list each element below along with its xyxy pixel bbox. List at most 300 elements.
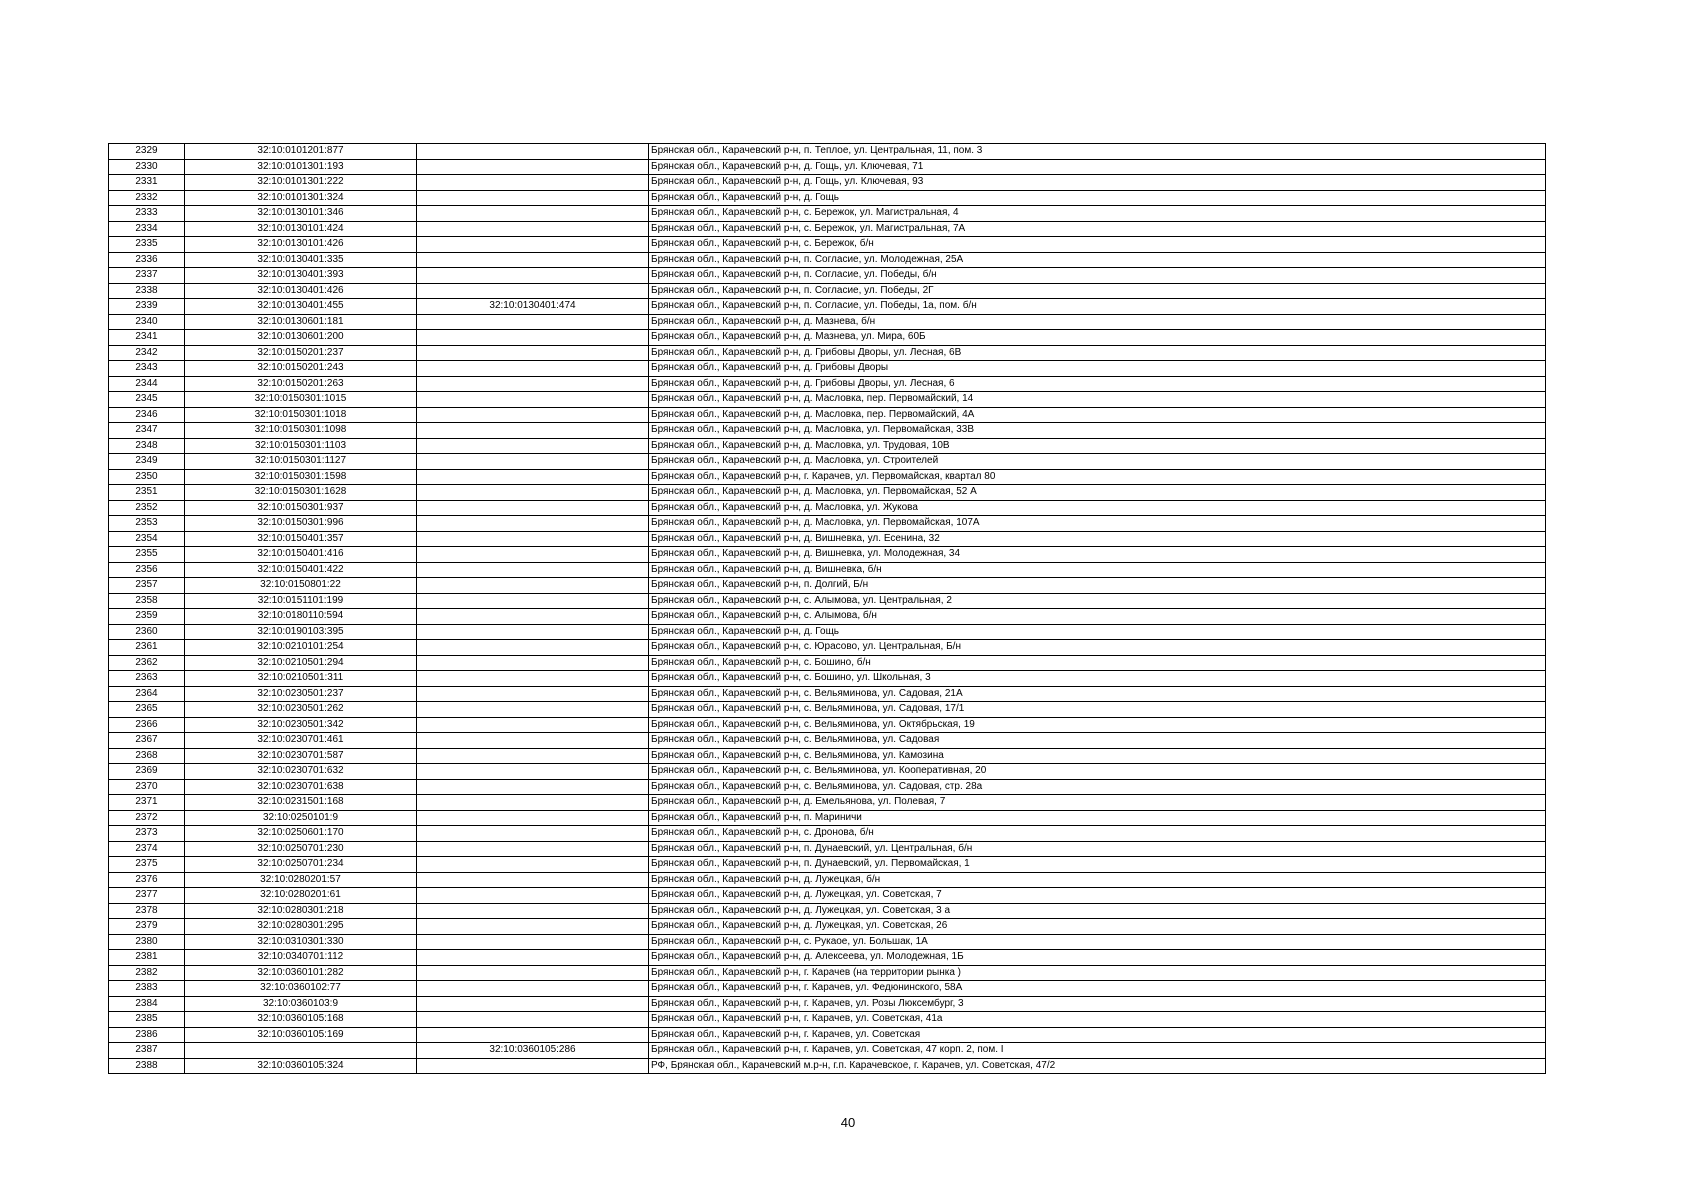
row-number-cell: 2388 (109, 1058, 185, 1074)
row-number-cell: 2338 (109, 283, 185, 299)
table-row (109, 144, 1546, 160)
table-row (109, 500, 1546, 516)
registry-table (108, 143, 1546, 1074)
address-cell: Брянская обл., Карачевский р-н, д. Масловка, ул. Первомайская, 107А (649, 516, 1546, 532)
row-number-cell: 2368 (109, 748, 185, 764)
table-row (109, 593, 1546, 609)
row-number-cell: 2383 (109, 981, 185, 997)
cadastral-number-cell: 32:10:0360105:169 (185, 1027, 417, 1043)
cadastral-number-cell: 32:10:0130601:181 (185, 314, 417, 330)
row-number-cell: 2343 (109, 361, 185, 377)
related-number-cell (417, 965, 649, 981)
table-row (109, 857, 1546, 873)
table-row (109, 950, 1546, 966)
cadastral-number-cell: 32:10:0360101:282 (185, 965, 417, 981)
related-number-cell (417, 872, 649, 888)
cadastral-number-cell: 32:10:0130401:455 (185, 299, 417, 315)
address-cell: Брянская обл., Карачевский р-н, п. Согласие, ул. Молодежная, 25А (649, 252, 1546, 268)
related-number-cell (417, 996, 649, 1012)
cadastral-number-cell: 32:10:0150401:416 (185, 547, 417, 563)
related-number-cell (417, 314, 649, 330)
related-number-cell (417, 671, 649, 687)
address-cell: Брянская обл., Карачевский р-н, с. Юрасово, ул. Центральная, Б/н (649, 640, 1546, 656)
address-cell: Брянская обл., Карачевский р-н, г. Карачев, ул. Федюнинского, 58А (649, 981, 1546, 997)
related-number-cell (417, 1058, 649, 1074)
cadastral-number-cell: 32:10:0231501:168 (185, 795, 417, 811)
table-row (109, 407, 1546, 423)
table-row (109, 888, 1546, 904)
row-number-cell: 2359 (109, 609, 185, 625)
table-row (109, 795, 1546, 811)
table-row (109, 562, 1546, 578)
related-number-cell (417, 330, 649, 346)
address-cell: Брянская обл., Карачевский р-н, с. Бережок, ул. Магистральная, 4 (649, 206, 1546, 222)
address-cell: Брянская обл., Карачевский р-н, г. Карачев, ул. Розы Люксембург, 3 (649, 996, 1546, 1012)
address-cell: Брянская обл., Карачевский р-н, с. Бошино, ул. Школьная, 3 (649, 671, 1546, 687)
related-number-cell (417, 485, 649, 501)
row-number-cell: 2369 (109, 764, 185, 780)
table-row (109, 1027, 1546, 1043)
table-row (109, 423, 1546, 439)
table-row (109, 996, 1546, 1012)
cadastral-number-cell: 32:10:0151101:199 (185, 593, 417, 609)
cadastral-number-cell: 32:10:0250701:234 (185, 857, 417, 873)
row-number-cell: 2330 (109, 159, 185, 175)
table-row (109, 624, 1546, 640)
address-cell: Брянская обл., Карачевский р-н, д. Вишневка, ул. Есенина, 32 (649, 531, 1546, 547)
row-number-cell: 2340 (109, 314, 185, 330)
related-number-cell (417, 206, 649, 222)
row-number-cell: 2354 (109, 531, 185, 547)
address-cell: Брянская обл., Карачевский р-н, д. Вишневка, б/н (649, 562, 1546, 578)
table-row (109, 934, 1546, 950)
address-cell: Брянская обл., Карачевский р-н, д. Масловка, пер. Первомайский, 4А (649, 407, 1546, 423)
related-number-cell (417, 764, 649, 780)
related-number-cell (417, 934, 649, 950)
related-number-cell (417, 454, 649, 470)
related-number-cell (417, 392, 649, 408)
cadastral-number-cell: 32:10:0101201:877 (185, 144, 417, 160)
row-number-cell: 2332 (109, 190, 185, 206)
address-cell: Брянская обл., Карачевский р-н, п. Дунаевский, ул. Центральная, б/н (649, 841, 1546, 857)
cadastral-number-cell: 32:10:0130101:346 (185, 206, 417, 222)
cadastral-number-cell: 32:10:0150401:422 (185, 562, 417, 578)
row-number-cell: 2344 (109, 376, 185, 392)
table-row (109, 686, 1546, 702)
related-number-cell (417, 857, 649, 873)
address-cell: Брянская обл., Карачевский р-н, с. Бережок, ул. Магистральная, 7А (649, 221, 1546, 237)
row-number-cell: 2361 (109, 640, 185, 656)
page-number: 40 (840, 1115, 856, 1130)
table-row (109, 438, 1546, 454)
cadastral-number-cell (185, 1043, 417, 1059)
row-number-cell: 2365 (109, 702, 185, 718)
row-number-cell: 2352 (109, 500, 185, 516)
row-number-cell: 2334 (109, 221, 185, 237)
address-cell: Брянская обл., Карачевский р-н, п. Мариничи (649, 810, 1546, 826)
row-number-cell: 2379 (109, 919, 185, 935)
address-cell: Брянская обл., Карачевский р-н, д. Масловка, ул. Жукова (649, 500, 1546, 516)
cadastral-number-cell: 32:10:0150301:1127 (185, 454, 417, 470)
related-number-cell (417, 159, 649, 175)
address-cell: Брянская обл., Карачевский р-н, д. Грибовы Дворы, ул. Лесная, 6В (649, 345, 1546, 361)
related-number-cell (417, 407, 649, 423)
address-cell: Брянская обл., Карачевский р-н, с. Алымова, ул. Центральная, 2 (649, 593, 1546, 609)
row-number-cell: 2363 (109, 671, 185, 687)
address-cell: Брянская обл., Карачевский р-н, д. Вишневка, ул. Молодежная, 34 (649, 547, 1546, 563)
address-cell: РФ, Брянская обл., Карачевский м.р-н, г.п. Карачевское, г. Карачев, ул. Советская, 47/2 (649, 1058, 1546, 1074)
row-number-cell: 2384 (109, 996, 185, 1012)
row-number-cell: 2372 (109, 810, 185, 826)
table-row (109, 469, 1546, 485)
related-number-cell (417, 903, 649, 919)
cadastral-number-cell: 32:10:0230701:461 (185, 733, 417, 749)
table-row (109, 903, 1546, 919)
row-number-cell: 2333 (109, 206, 185, 222)
cadastral-number-cell: 32:10:0250701:230 (185, 841, 417, 857)
related-number-cell (417, 469, 649, 485)
address-cell: Брянская обл., Карачевский р-н, д. Алексеева, ул. Молодежная, 1Б (649, 950, 1546, 966)
cadastral-number-cell: 32:10:0150301:1598 (185, 469, 417, 485)
row-number-cell: 2375 (109, 857, 185, 873)
row-number-cell: 2381 (109, 950, 185, 966)
related-number-cell (417, 423, 649, 439)
related-number-cell (417, 717, 649, 733)
address-cell: Брянская обл., Карачевский р-н, д. Масловка, ул. Трудовая, 10В (649, 438, 1546, 454)
table-row (109, 330, 1546, 346)
row-number-cell: 2349 (109, 454, 185, 470)
cadastral-number-cell: 32:10:0250601:170 (185, 826, 417, 842)
related-number-cell (417, 593, 649, 609)
cadastral-number-cell: 32:10:0340701:112 (185, 950, 417, 966)
row-number-cell: 2382 (109, 965, 185, 981)
related-number-cell (417, 748, 649, 764)
address-cell: Брянская обл., Карачевский р-н, с. Вельяминова, ул. Октябрьская, 19 (649, 717, 1546, 733)
row-number-cell: 2350 (109, 469, 185, 485)
related-number-cell (417, 237, 649, 253)
address-cell: Брянская обл., Карачевский р-н, д. Гощь (649, 190, 1546, 206)
related-number-cell (417, 516, 649, 532)
address-cell: Брянская обл., Карачевский р-н, п. Согласие, ул. Победы, б/н (649, 268, 1546, 284)
table-row (109, 1012, 1546, 1028)
table-row (109, 919, 1546, 935)
address-cell: Брянская обл., Карачевский р-н, п. Согласие, ул. Победы, 2Г (649, 283, 1546, 299)
related-number-cell (417, 283, 649, 299)
table-row (109, 159, 1546, 175)
table-row (109, 640, 1546, 656)
address-cell: Брянская обл., Карачевский р-н, п. Долгий, Б/н (649, 578, 1546, 594)
address-cell: Брянская обл., Карачевский р-н, с. Дронова, б/н (649, 826, 1546, 842)
cadastral-number-cell: 32:10:0230701:632 (185, 764, 417, 780)
related-number-cell (417, 221, 649, 237)
row-number-cell: 2370 (109, 779, 185, 795)
related-number-cell (417, 438, 649, 454)
related-number-cell (417, 826, 649, 842)
address-cell: Брянская обл., Карачевский р-н, с. Бережок, б/н (649, 237, 1546, 253)
address-cell: Брянская обл., Карачевский р-н, с. Бошино, б/н (649, 655, 1546, 671)
cadastral-number-cell: 32:10:0150301:937 (185, 500, 417, 516)
row-number-cell: 2386 (109, 1027, 185, 1043)
cadastral-number-cell: 32:10:0280301:218 (185, 903, 417, 919)
related-number-cell (417, 810, 649, 826)
address-cell: Брянская обл., Карачевский р-н, д. Мазнева, б/н (649, 314, 1546, 330)
related-number-cell (417, 562, 649, 578)
address-cell: Брянская обл., Карачевский р-н, с. Алымова, б/н (649, 609, 1546, 625)
address-cell: Брянская обл., Карачевский р-н, д. Мазнева, ул. Мира, 60Б (649, 330, 1546, 346)
address-cell: Брянская обл., Карачевский р-н, д. Масловка, ул. Первомайская, 33В (649, 423, 1546, 439)
address-cell: Брянская обл., Карачевский р-н, д. Масловка, ул. Строителей (649, 454, 1546, 470)
address-cell: Брянская обл., Карачевский р-н, д. Лужецкая, ул. Советская, 26 (649, 919, 1546, 935)
table-row (109, 841, 1546, 857)
address-cell: Брянская обл., Карачевский р-н, п. Дунаевский, ул. Первомайская, 1 (649, 857, 1546, 873)
registry-table-body (109, 144, 1546, 1074)
row-number-cell: 2346 (109, 407, 185, 423)
cadastral-number-cell: 32:10:0130101:424 (185, 221, 417, 237)
address-cell: Брянская обл., Карачевский р-н, с. Вельяминова, ул. Садовая, 17/1 (649, 702, 1546, 718)
related-number-cell (417, 361, 649, 377)
address-cell: Брянская обл., Карачевский р-н, с. Вельяминова, ул. Садовая, стр. 28а (649, 779, 1546, 795)
related-number-cell (417, 1012, 649, 1028)
table-row (109, 531, 1546, 547)
cadastral-number-cell: 32:10:0210501:311 (185, 671, 417, 687)
row-number-cell: 2387 (109, 1043, 185, 1059)
cadastral-number-cell: 32:10:0190103:395 (185, 624, 417, 640)
related-number-cell (417, 981, 649, 997)
address-cell: Брянская обл., Карачевский р-н, г. Карачев, ул. Советская (649, 1027, 1546, 1043)
related-number-cell (417, 640, 649, 656)
address-cell: Брянская обл., Карачевский р-н, с. Вельяминова, ул. Садовая, 21А (649, 686, 1546, 702)
row-number-cell: 2342 (109, 345, 185, 361)
address-cell: Брянская обл., Карачевский р-н, г. Карачев, ул. Первомайская, квартал 80 (649, 469, 1546, 485)
table-row (109, 810, 1546, 826)
address-cell: Брянская обл., Карачевский р-н, д. Масловка, пер. Первомайский, 14 (649, 392, 1546, 408)
cadastral-number-cell: 32:10:0360102:77 (185, 981, 417, 997)
table-row (109, 671, 1546, 687)
related-number-cell (417, 500, 649, 516)
cadastral-number-cell: 32:10:0360105:324 (185, 1058, 417, 1074)
related-number-cell (417, 268, 649, 284)
cadastral-number-cell: 32:10:0150301:996 (185, 516, 417, 532)
related-number-cell (417, 345, 649, 361)
table-row (109, 826, 1546, 842)
table-row (109, 283, 1546, 299)
cadastral-number-cell: 32:10:0230501:237 (185, 686, 417, 702)
related-number-cell (417, 655, 649, 671)
cadastral-number-cell: 32:10:0280201:57 (185, 872, 417, 888)
table-row (109, 702, 1546, 718)
related-number-cell (417, 144, 649, 160)
table-row (109, 748, 1546, 764)
table-row (109, 965, 1546, 981)
related-number-cell (417, 950, 649, 966)
table-row (109, 252, 1546, 268)
related-number-cell: 32:10:0360105:286 (417, 1043, 649, 1059)
cadastral-number-cell: 32:10:0150401:357 (185, 531, 417, 547)
row-number-cell: 2348 (109, 438, 185, 454)
related-number-cell (417, 779, 649, 795)
row-number-cell: 2347 (109, 423, 185, 439)
row-number-cell: 2337 (109, 268, 185, 284)
address-cell: Брянская обл., Карачевский р-н, г. Карачев (на территории рынка ) (649, 965, 1546, 981)
row-number-cell: 2378 (109, 903, 185, 919)
cadastral-number-cell: 32:10:0130401:393 (185, 268, 417, 284)
cadastral-number-cell: 32:10:0150301:1098 (185, 423, 417, 439)
address-cell: Брянская обл., Карачевский р-н, д. Лужецкая, ул. Советская, 3 а (649, 903, 1546, 919)
cadastral-number-cell: 32:10:0101301:324 (185, 190, 417, 206)
related-number-cell (417, 1027, 649, 1043)
row-number-cell: 2353 (109, 516, 185, 532)
address-cell: Брянская обл., Карачевский р-н, д. Лужецкая, б/н (649, 872, 1546, 888)
cadastral-number-cell: 32:10:0150301:1015 (185, 392, 417, 408)
related-number-cell (417, 376, 649, 392)
table-row (109, 268, 1546, 284)
table-row (109, 1043, 1546, 1059)
cadastral-number-cell: 32:10:0130401:335 (185, 252, 417, 268)
row-number-cell: 2373 (109, 826, 185, 842)
row-number-cell: 2377 (109, 888, 185, 904)
row-number-cell: 2356 (109, 562, 185, 578)
address-cell: Брянская обл., Карачевский р-н, с. Вельяминова, ул. Садовая (649, 733, 1546, 749)
cadastral-number-cell: 32:10:0150301:1103 (185, 438, 417, 454)
table-row (109, 206, 1546, 222)
table-row (109, 872, 1546, 888)
cadastral-number-cell: 32:10:0280301:295 (185, 919, 417, 935)
row-number-cell: 2345 (109, 392, 185, 408)
cadastral-number-cell: 32:10:0130101:426 (185, 237, 417, 253)
row-number-cell: 2331 (109, 175, 185, 191)
row-number-cell: 2385 (109, 1012, 185, 1028)
related-number-cell (417, 578, 649, 594)
row-number-cell: 2339 (109, 299, 185, 315)
address-cell: Брянская обл., Карачевский р-н, г. Карачев, ул. Советская, 41а (649, 1012, 1546, 1028)
related-number-cell (417, 531, 649, 547)
cadastral-number-cell: 32:10:0180110:594 (185, 609, 417, 625)
address-cell: Брянская обл., Карачевский р-н, с. Рукаое, ул. Большак, 1А (649, 934, 1546, 950)
table-row (109, 190, 1546, 206)
cadastral-number-cell: 32:10:0150301:1628 (185, 485, 417, 501)
row-number-cell: 2374 (109, 841, 185, 857)
address-cell: Брянская обл., Карачевский р-н, п. Согласие, ул. Победы, 1а, пом. б/н (649, 299, 1546, 315)
address-cell: Брянская обл., Карачевский р-н, с. Вельяминова, ул. Камозина (649, 748, 1546, 764)
table-row (109, 981, 1546, 997)
table-row (109, 345, 1546, 361)
address-cell: Брянская обл., Карачевский р-н, д. Лужецкая, ул. Советская, 7 (649, 888, 1546, 904)
table-row (109, 717, 1546, 733)
cadastral-number-cell: 32:10:0150801:22 (185, 578, 417, 594)
address-cell: Брянская обл., Карачевский р-н, д. Гощь, ул. Ключевая, 71 (649, 159, 1546, 175)
address-cell: Брянская обл., Карачевский р-н, п. Теплое, ул. Центральная, 11, пом. 3 (649, 144, 1546, 160)
cadastral-number-cell: 32:10:0230701:587 (185, 748, 417, 764)
related-number-cell (417, 175, 649, 191)
table-row (109, 392, 1546, 408)
related-number-cell (417, 686, 649, 702)
table-row (109, 221, 1546, 237)
related-number-cell (417, 547, 649, 563)
address-cell: Брянская обл., Карачевский р-н, д. Гощь, ул. Ключевая, 93 (649, 175, 1546, 191)
related-number-cell (417, 888, 649, 904)
related-number-cell (417, 919, 649, 935)
row-number-cell: 2355 (109, 547, 185, 563)
table-row (109, 578, 1546, 594)
cadastral-number-cell: 32:10:0150201:243 (185, 361, 417, 377)
row-number-cell: 2351 (109, 485, 185, 501)
related-number-cell (417, 190, 649, 206)
cadastral-number-cell: 32:10:0150201:237 (185, 345, 417, 361)
table-row (109, 733, 1546, 749)
cadastral-number-cell: 32:10:0310301:330 (185, 934, 417, 950)
cadastral-number-cell: 32:10:0360103:9 (185, 996, 417, 1012)
cadastral-number-cell: 32:10:0150301:1018 (185, 407, 417, 423)
row-number-cell: 2371 (109, 795, 185, 811)
table-row (109, 299, 1546, 315)
related-number-cell (417, 624, 649, 640)
cadastral-number-cell: 32:10:0360105:168 (185, 1012, 417, 1028)
related-number-cell (417, 733, 649, 749)
cadastral-number-cell: 32:10:0230501:342 (185, 717, 417, 733)
row-number-cell: 2362 (109, 655, 185, 671)
cadastral-number-cell: 32:10:0210501:294 (185, 655, 417, 671)
row-number-cell: 2376 (109, 872, 185, 888)
address-cell: Брянская обл., Карачевский р-н, д. Гощь (649, 624, 1546, 640)
related-number-cell (417, 841, 649, 857)
related-number-cell (417, 795, 649, 811)
address-cell: Брянская обл., Карачевский р-н, д. Грибовы Дворы, ул. Лесная, 6 (649, 376, 1546, 392)
cadastral-number-cell: 32:10:0130401:426 (185, 283, 417, 299)
table-row (109, 237, 1546, 253)
address-cell: Брянская обл., Карачевский р-н, с. Вельяминова, ул. Кооперативная, 20 (649, 764, 1546, 780)
related-number-cell (417, 609, 649, 625)
table-row (109, 764, 1546, 780)
row-number-cell: 2341 (109, 330, 185, 346)
cadastral-number-cell: 32:10:0130601:200 (185, 330, 417, 346)
related-number-cell (417, 702, 649, 718)
address-cell: Брянская обл., Карачевский р-н, д. Емельянова, ул. Полевая, 7 (649, 795, 1546, 811)
row-number-cell: 2360 (109, 624, 185, 640)
table-row (109, 655, 1546, 671)
related-number-cell (417, 252, 649, 268)
table-row (109, 361, 1546, 377)
row-number-cell: 2335 (109, 237, 185, 253)
address-cell: Брянская обл., Карачевский р-н, д. Масловка, ул. Первомайская, 52 А (649, 485, 1546, 501)
row-number-cell: 2357 (109, 578, 185, 594)
cadastral-number-cell: 32:10:0210101:254 (185, 640, 417, 656)
row-number-cell: 2358 (109, 593, 185, 609)
table-row (109, 454, 1546, 470)
table-row (109, 175, 1546, 191)
cadastral-number-cell: 32:10:0150201:263 (185, 376, 417, 392)
table-row (109, 1058, 1546, 1074)
cadastral-number-cell: 32:10:0101301:193 (185, 159, 417, 175)
address-cell: Брянская обл., Карачевский р-н, д. Грибовы Дворы (649, 361, 1546, 377)
cadastral-number-cell: 32:10:0230501:262 (185, 702, 417, 718)
row-number-cell: 2380 (109, 934, 185, 950)
table-row (109, 485, 1546, 501)
cadastral-number-cell: 32:10:0250101:9 (185, 810, 417, 826)
row-number-cell: 2364 (109, 686, 185, 702)
cadastral-number-cell: 32:10:0230701:638 (185, 779, 417, 795)
table-row (109, 609, 1546, 625)
cadastral-number-cell: 32:10:0280201:61 (185, 888, 417, 904)
table-row (109, 547, 1546, 563)
address-cell: Брянская обл., Карачевский р-н, г. Карачев, ул. Советская, 47 корп. 2, пом. I (649, 1043, 1546, 1059)
row-number-cell: 2367 (109, 733, 185, 749)
row-number-cell: 2329 (109, 144, 185, 160)
table-row (109, 314, 1546, 330)
table-row (109, 376, 1546, 392)
row-number-cell: 2366 (109, 717, 185, 733)
table-row (109, 779, 1546, 795)
related-number-cell: 32:10:0130401:474 (417, 299, 649, 315)
